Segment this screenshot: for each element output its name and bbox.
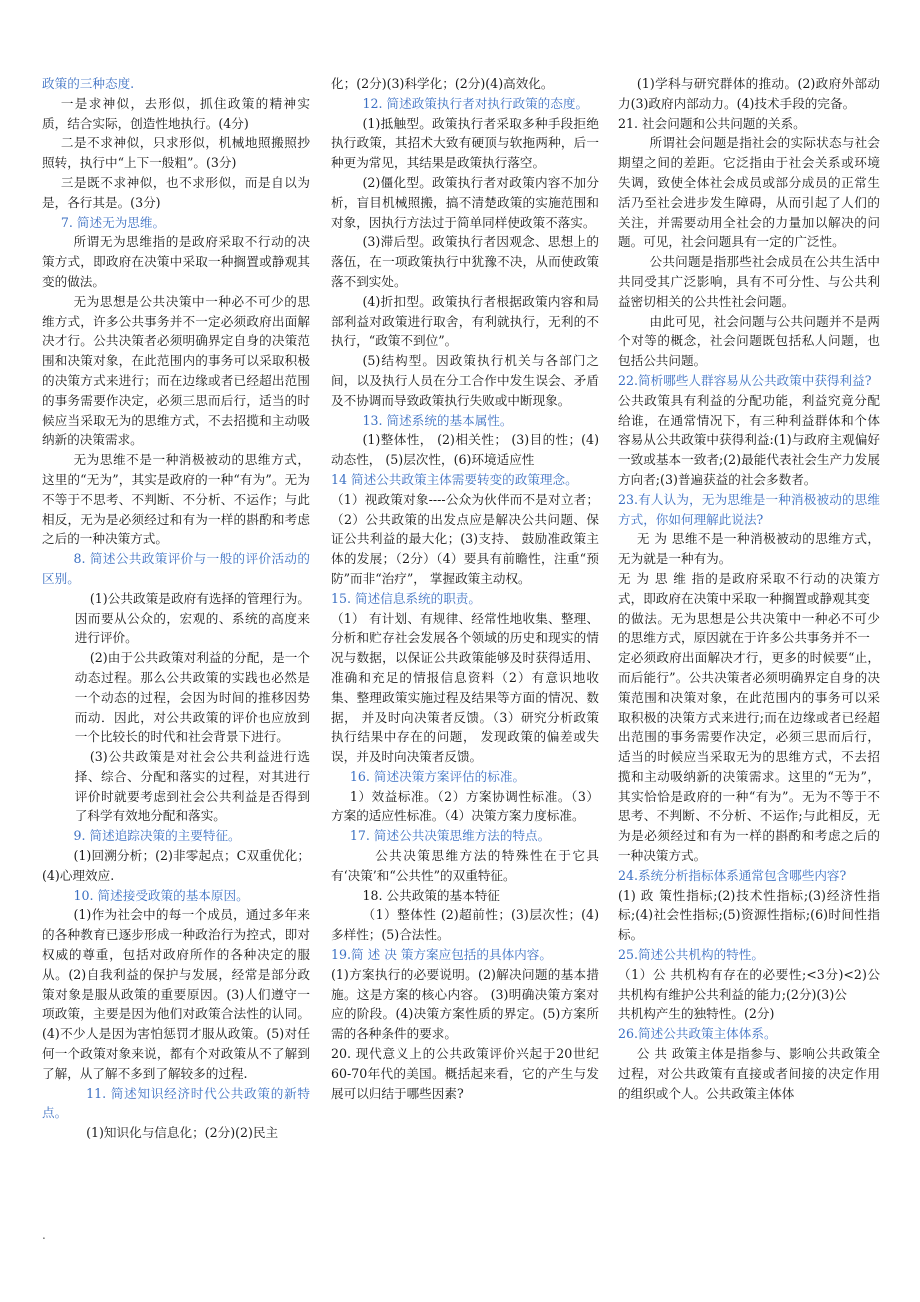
paragraph: (2)僵化型。政策执行者对政策内容不加分析，盲目机械照搬，搞不清楚政策的实施范围和对象，因执行方法过于简单同样使政策不落实。: [331, 174, 599, 230]
question-heading: 12. 简述政策执行者对执行政策的态度。: [362, 95, 589, 111]
paragraph: (2)由于公共政策对利益的分配，是一个动态过程。那么公共政策的实践也必然是一个动态的过程，会因为时间的推移因势而动．因此，对公共政策的评价也应放到一个比较长的时代和社会背景下进行。: [74, 650, 310, 745]
question-paragraph: 20. 现代意义上的公共政策评价兴起于20世纪60-70年代的美国。概括起来看，它的产生与发展可以归结于哪些因素?: [331, 1046, 599, 1101]
paragraph: (3)滞后型。政策执行者因观念、思想上的落伍，在一项政策执行中犹豫不决，从而使政策落不到实处。: [331, 234, 599, 289]
column-left: [42, 74, 310, 1143]
paragraph: （1）整体性 (2)超前性；(3)层次性；(4)多样性；(5)合法性。: [331, 907, 599, 943]
paragraph: 三是既不求神似，也不求形似，而是自以为是，各行其是。(3分): [42, 174, 310, 210]
paragraph: 共机构产生的独特性。(2分): [618, 1006, 775, 1022]
paragraph: (5)结构型。因政策执行机关与各部门之间，以及执行人员在分工合作中发生误会、矛盾及不协调而导致政策执行失败或中断现象。: [331, 353, 599, 408]
paragraph: 所谓社会问题是指社会的实际状态与社会期望之间的差距。它泛指由于社会关系或环境失调，致使全体社会成员或部分成员的正常生活乃至社会进步发生障碍，从而引起了人们的关注，并需要动用全社会的力量加以解决的问题。可见，社会问题具有一定的广泛性。: [618, 135, 880, 250]
paragraph: （1）视政策对象----公众为伙伴而不是对立者；（2）公共政策的出发点应是解决公共问题、保证公共利益的最大化；(3)支持、 鼓励准政策主体的发展；（2分）（4）要具有前瞻性，注重“预防”而非“治疗”， 掌握政策主动权。: [331, 491, 599, 586]
question-heading: 17. 简述公共决策思维方法的特点。: [349, 828, 551, 844]
paragraph: 公共政策具有利益的分配功能，利益究竟分配给谁，在通常情况下，有三种利益群体和个体容易从公共政策中获得利益:(1)与政府主观偏好一致或基本一致者;(2)最能代表社会生产力发展方向者;(3)普遍获益的社会多数者。: [618, 392, 880, 487]
question-heading: 16. 简述决策方案评估的标准。: [349, 768, 526, 784]
question-heading: 8. 简述公共政策评价与一般的评价活动的区别。: [42, 551, 310, 586]
question-heading: 15. 简述信息系统的职责。: [331, 590, 481, 606]
paragraph: (4)折扣型。政策执行者根据政策内容和局部利益对政策进行取舍，有利就执行，无利的不执行，“政策不到位”。: [331, 293, 599, 349]
question-heading: 19.简 述 决 策方案应包括的具体内容。: [331, 947, 552, 963]
paragraph: 二是不求神似，只求形似，机械地照搬照抄照转，执行中“上下一般粗”。(3分): [42, 135, 310, 171]
question-heading: 26.简述公共政策主体体系。: [618, 1026, 777, 1042]
paragraph: (1)知识化与信息化；(2分)(2)民主: [86, 1125, 279, 1141]
paragraph: (3)公共政策是对社会公共利益进行选择、综合、分配和落实的过程，对其进行评价时就要考虑到社会公共利益是否得到了科学有效地分配和落实。: [74, 749, 310, 824]
question-heading: 11. 简述知识经济时代公共政策的新特点。: [42, 1085, 310, 1121]
paragraph: (1)公共政策是政府有选择的管理行为。因而要从公众的，宏观的、系统的高度来进行评价。: [74, 590, 310, 646]
question-heading: 14 简述公共政策主体需要转变的政策理念。: [331, 471, 578, 487]
column-right: [618, 74, 880, 1103]
question-heading: 10. 简述接受政策的基本原因。: [73, 887, 249, 903]
paragraph: 的做法。无为思想是公共决策中一种必不可少的思维方式，原因就在于许多公共事务并不一: [618, 610, 880, 646]
question-heading: 25.简述公共机构的特性。: [618, 947, 764, 963]
question-heading: 22.简析哪些人群容易从公共政策中获得利益?: [618, 372, 872, 388]
paragraph: (1)作为社会中的每一个成员，通过多年来的各种教育已逐步形成一种政治行为控式，即对权威的尊重，包括对政府所作的各种决定的服从。(2)自我利益的保护与发展，经常是部分政策对象是服从政策的重要原因。(3)人们遵守一项政策，主要是因为他们对政策合法性的认同。(4)不少人是因为害怕惩罚才服从政策。(5)对任何一个政策对象来说，都有个对政策从不了解到了解，从了解不多到了解较多的过程.: [42, 907, 310, 1081]
paragraph: 1）效益标准。（2）方案协调性标准。（3）方案的适应性标准。（4）决策方案力度标准。: [331, 788, 599, 824]
paragraph: (1)学科与研究群体的推动。(2)政府外部动力(3)政府内部动力。(4)技术手段的完备。: [618, 76, 880, 111]
paragraph: 公共决策思维方法的特殊性在于它具有‘决策’和“公共性”的双重特征。: [331, 848, 599, 883]
paragraph: (1) 政 策性指标;(2)技术性指标;(3)经济性指标;(4)社会性指标;(5)资源性指标;(6)时间性指标。: [618, 887, 880, 943]
question-heading: 9. 简述追踪决策的主要特征。: [73, 828, 241, 844]
column-middle: [331, 74, 599, 1103]
paragraph: 一是求神似，去形似，抓住政策的精神实质，结合实际，创造性地执行。(4分): [42, 95, 310, 131]
question-heading: 7. 简述无为思维。: [60, 214, 166, 230]
question-heading: 24.系统分析指标体系通常包含哪些内容?: [618, 867, 847, 883]
question-heading: 13. 简述系统的基本属性。: [362, 412, 513, 428]
paragraph: 无 为 思维不是一种消极被动的思维方式，无为就是一种有为。: [618, 531, 880, 567]
question-heading: 21. 社会问题和公共问题的关系。: [618, 115, 806, 131]
paragraph: 定必须政府出面解决才行，更多的时候要“止，而后能行”。公共决策者必须明确界定自身的决策范围和决策对象，在此范围内的事务可以采取积极的决策方式来进行;而在边缘或者已经超出范围的事务需要作决定，必须三思而后行，适当的时候应当采取无为的思维方式，不去招揽和主动吸纳新的决策需求。这里的“无为”，其实恰恰是政府的一种“有为”。无为不等于不思考、不判断、不分析、不运作;与此相反，无为是必须经过和有为一样的斟酌和考虑之后的一种决策方式。: [618, 650, 880, 864]
paragraph: （1）公 共机构有存在的必要性;<3分)<2)公共机构有维护公共利益的能力;(2分)(3)公: [618, 966, 880, 1002]
paragraph: 无为思维不是一种消极被动的思维方式，这里的“无为”，其实是政府的一种“有为”。无为不等于不思考、不判断、不分析、不运作；与此相反，无为是必须经过和有为一样的斟酌和考虑之后的一种决策方式。: [42, 452, 310, 547]
paragraph: 公共问题是指那些社会成员在公共生活中共同受其广泛影响，具有不可分性、与公共利益密切相关的公共性社会问题。: [618, 254, 880, 309]
paragraph: 无 为 思 维 指的是政府采取不行动的决策方式，即政府在决策中采取一种搁置或静观其变: [618, 570, 880, 606]
paragraph: 由此可见，社会问题与公共问题并不是两个对等的概念，社会问题既包括私人问题，也包括公共问题。: [618, 313, 880, 369]
page-footer-mark: .: [42, 1228, 46, 1242]
section-heading: 政策的三种态度.: [42, 76, 135, 91]
paragraph: 公 共 政策主体是指参与、影响公共政策全过程，对公共政策有直接或者间接的决定作用的组织或个人。公共政策主体体: [618, 1046, 880, 1101]
paragraph: (1)方案执行的必要说明。(2)解决问题的基本措施。这是方案的核心内容。 (3)明确决策方案对应的阶段。(4)决策方案性质的界定。(5)方案所需的各种条件的要求。: [331, 966, 599, 1042]
paragraph: 所谓无为思维指的是政府采取不行动的决策方式，即政府在决策中采取一种搁置或静观其变的做法。: [42, 234, 310, 289]
section-title: 18. 公共政策的基本特征: [362, 887, 500, 903]
paragraph: (1)回溯分析；(2)非零起点；C双重优化；(4)心理效应.: [42, 848, 310, 883]
paragraph: （1） 有计划、有规律、经常性地收集、整理、 分析和贮存社会发展各个领域的历史和现实的情况与数据，以保证公共政策能够及时获得适用、准确和充足的情报信息资料（2）有意识地收集、整理政策实施过程及结果等方面的情况、数据， 并及时向决策者反馈。（3）研究分析政策执行结果中存在的问题， 发现政策的偏差或失误，并及时向决策者反馈。: [331, 610, 599, 765]
paragraph: (1)整体性， (2)相关性； (3)目的性；(4)动态性， (5)层次性，(6)环境适应性: [331, 432, 599, 468]
paragraph: 化；(2分)(3)科学化；(2分)(4)高效化。: [331, 76, 554, 91]
paragraph: (1)抵触型。政策执行者采取多种手段拒绝执行政策，其招术大致有硬顶与软拖两种，后一种更为常见，其结果是政策执行落空。: [331, 115, 599, 171]
question-heading: 23.有人认为，无为思维是一种消极被动的思维方式，你如何理解此说法?: [618, 491, 880, 527]
paragraph: 无为思想是公共决策中一种必不可少的思维方式，许多公共事务并不一定必须政府出面解决才行。公共决策者必须明确界定自身的决策范围和决策对象，在此范围内的事务可以采取积极的决策方式来进行；而在边缘或者已经超出范围的事务需要作决定，必须三思而后行，适当的时候应当采取无为的思维方式，不去招揽和主动吸纳新的决策需求。: [42, 293, 310, 448]
